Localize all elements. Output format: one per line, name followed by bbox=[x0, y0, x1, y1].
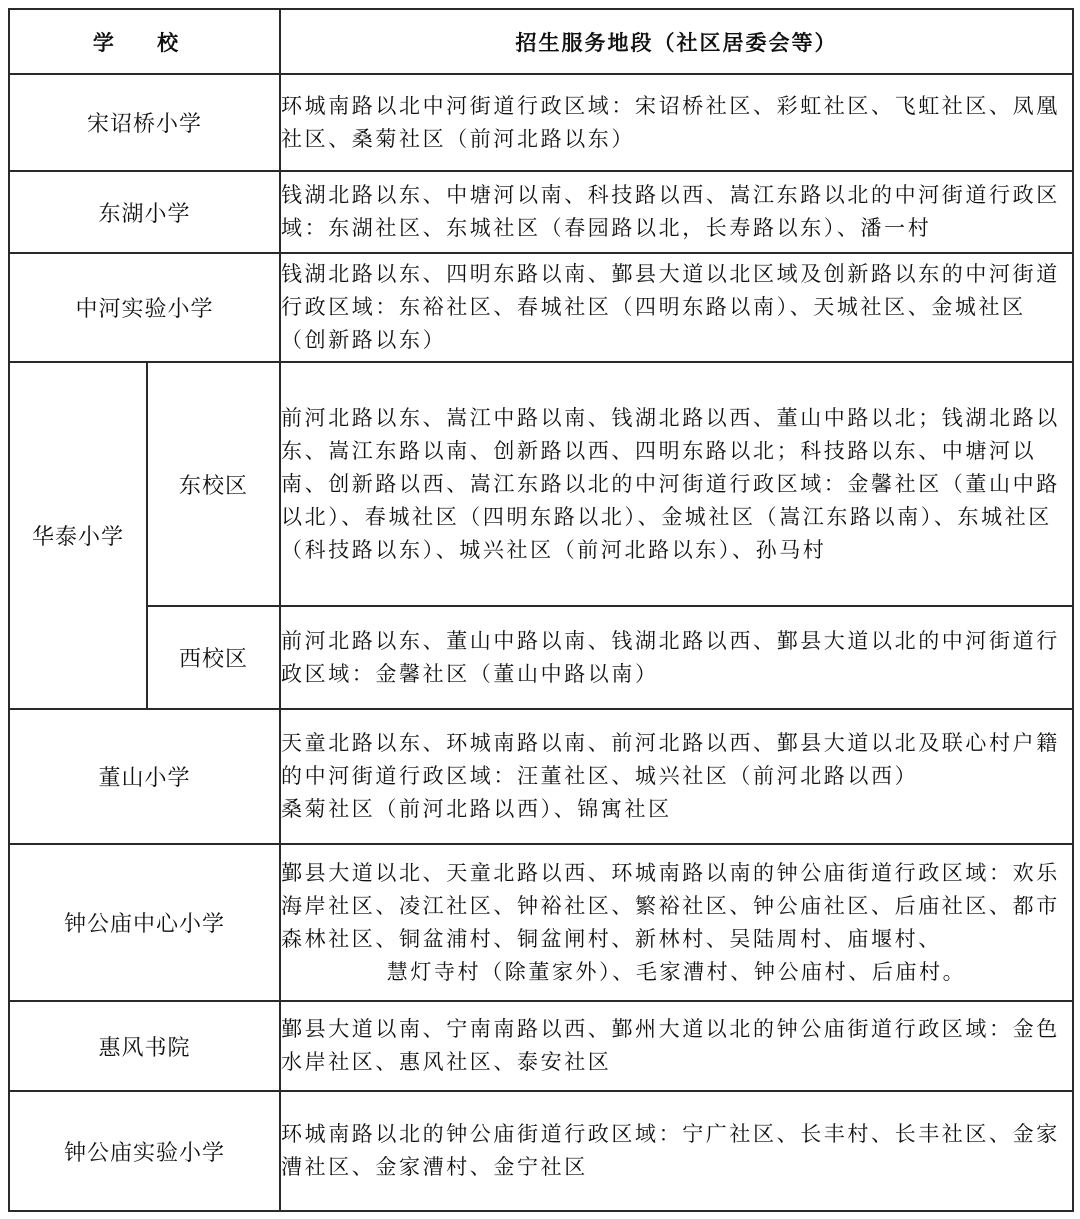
campus-name: 西校区 bbox=[147, 606, 280, 709]
service-area bbox=[280, 844, 1073, 1001]
service-area: 鄞县大道以南、宁南南路以西、鄞州大道以北的钟公庙街道行政区域：金色水岸社区、惠风社区、泰安社区 bbox=[280, 1001, 1073, 1091]
table-header-row bbox=[9, 9, 1073, 74]
school-name: 钟公庙中心小学 bbox=[9, 844, 280, 1001]
school-name: 钟公庙实验小学 bbox=[9, 1091, 280, 1211]
table-row bbox=[9, 253, 1073, 362]
service-area-line: 天童北路以东、环城南路以南、前河北路以西、鄞县大道以北及联心村户籍的中河街道行政区域：汪董社区、城兴社区（前河北路以西） bbox=[281, 731, 1060, 788]
table-row bbox=[9, 844, 1073, 1001]
service-area-line: 桑菊社区（前河北路以西）、锦寓社区 bbox=[281, 797, 672, 821]
header-school: 学 校 bbox=[9, 9, 280, 74]
table-row bbox=[9, 1001, 1073, 1091]
service-area: 环城南路以北中河街道行政区域：宋诏桥社区、彩虹社区、飞虹社区、凤凰社区、桑菊社区（前河北路以东） bbox=[280, 74, 1073, 171]
campus-name: 东校区 bbox=[147, 362, 280, 606]
service-area: 前河北路以东、董山中路以南、钱湖北路以西、鄞县大道以北的中河街道行政区域：金馨社区（董山中路以南） bbox=[280, 606, 1073, 709]
service-area-line: 鄞县大道以北、天童北路以西、环城南路以南的钟公庙街道行政区域：欢乐海岸社区、凌江社区、钟裕社区、繁裕社区、钟公庙社区、后庙社区、都市森林社区、铜盆浦村、铜盆闸村、新林村、吴陆周村、庙堰村、 bbox=[281, 860, 1060, 951]
table-row bbox=[9, 362, 1073, 606]
school-name: 宋诏桥小学 bbox=[9, 74, 280, 171]
table-row bbox=[9, 171, 1073, 253]
table-row bbox=[9, 74, 1073, 171]
service-area: 环城南路以北的钟公庙街道行政区域：宁广社区、长丰村、长丰社区、金家漕社区、金家漕村、金宁社区 bbox=[280, 1091, 1073, 1211]
header-area: 招生服务地段（社区居委会等） bbox=[280, 9, 1073, 74]
service-area-line: 慧灯寺村（除董家外）、毛家漕村、钟公庙村、后庙村。 bbox=[386, 959, 967, 984]
table-row bbox=[9, 709, 1073, 844]
enrollment-zone-table bbox=[8, 8, 1074, 1212]
service-area bbox=[280, 709, 1073, 844]
school-name: 中河实验小学 bbox=[9, 253, 280, 362]
school-name: 董山小学 bbox=[9, 709, 280, 844]
table-row bbox=[9, 606, 1073, 709]
service-area: 钱湖北路以东、中塘河以南、科技路以西、嵩江东路以北的中河街道行政区域：东湖社区、东城社区（春园路以北，长寿路以东）、潘一村 bbox=[280, 171, 1073, 253]
school-name: 惠风书院 bbox=[9, 1001, 280, 1091]
school-name: 华泰小学 bbox=[9, 362, 147, 709]
table-row bbox=[9, 1091, 1073, 1211]
service-area: 钱湖北路以东、四明东路以南、鄞县大道以北区域及创新路以东的中河街道行政区域：东裕社区、春城社区（四明东路以南）、天城社区、金城社区（创新路以东） bbox=[280, 253, 1073, 362]
school-name: 东湖小学 bbox=[9, 171, 280, 253]
service-area: 前河北路以东、嵩江中路以南、钱湖北路以西、董山中路以北；钱湖北路以东、嵩江东路以南、创新路以西、四明东路以北；科技路以东、中塘河以南、创新路以西、嵩江东路以北的中河街道行政区域：金馨社区（董山中路以北）、春城社区（四明东路以北）、金城社区（嵩江东路以南）、东城社区（科技路以东）、城兴社区（前河北路以东）、孙马村 bbox=[280, 362, 1073, 606]
